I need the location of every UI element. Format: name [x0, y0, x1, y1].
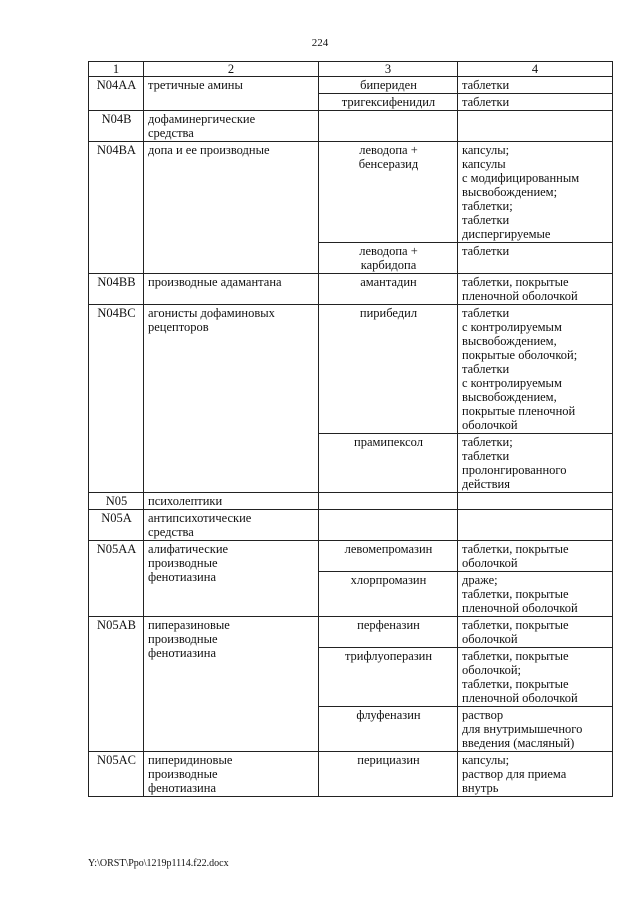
drug-name-cell: перфеназин: [319, 617, 458, 648]
drug-name-cell: хлорпромазин: [319, 572, 458, 617]
atc-code-cell: N04AA: [89, 77, 144, 111]
header-col-3: 3: [319, 62, 458, 77]
atc-group-cell: допа и ее производные: [144, 142, 319, 274]
atc-code-cell: N05AA: [89, 541, 144, 617]
dosage-form-cell: таблетки, покрытые оболочкой; таблетки, покрытые пленочной оболочкой: [458, 648, 613, 707]
atc-code-cell: N05: [89, 493, 144, 510]
atc-code-cell: N04BC: [89, 305, 144, 493]
drug-table: [88, 61, 613, 797]
drug-name-cell: левомепромазин: [319, 541, 458, 572]
drug-name-cell: [319, 111, 458, 142]
dosage-form-cell: [458, 493, 613, 510]
atc-group-cell: производные адамантана: [144, 274, 319, 305]
dosage-form-cell: таблетки: [458, 243, 613, 274]
header-col-2: 2: [144, 62, 319, 77]
dosage-form-cell: таблетки с контролируемым высвобождением, покрытые оболочкой; таблетки с контролируемым высвобождением, покрытые пленочной оболочкой: [458, 305, 613, 434]
drug-name-cell: амантадин: [319, 274, 458, 305]
atc-code-cell: N04B: [89, 111, 144, 142]
dosage-form-cell: драже; таблетки, покрытые пленочной оболочкой: [458, 572, 613, 617]
header-col-1: 1: [89, 62, 144, 77]
drug-name-cell: перициазин: [319, 752, 458, 797]
atc-code-cell: N05AB: [89, 617, 144, 752]
table-row: [89, 510, 613, 541]
atc-code-cell: N04BB: [89, 274, 144, 305]
atc-group-cell: антипсихотические средства: [144, 510, 319, 541]
drug-name-cell: [319, 493, 458, 510]
table-row: [89, 752, 613, 797]
table-row: [89, 617, 613, 648]
atc-group-cell: дофаминергические средства: [144, 111, 319, 142]
atc-group-cell: агонисты дофаминовых рецепторов: [144, 305, 319, 493]
drug-name-cell: [319, 510, 458, 541]
table-row: [89, 77, 613, 94]
header-col-4: 4: [458, 62, 613, 77]
atc-code-cell: N05A: [89, 510, 144, 541]
table-row: [89, 493, 613, 510]
dosage-form-cell: таблетки, покрытые оболочкой: [458, 617, 613, 648]
table-row: [89, 111, 613, 142]
atc-group-cell: пиперазиновые производные фенотиазина: [144, 617, 319, 752]
atc-code-cell: N04BA: [89, 142, 144, 274]
atc-group-cell: пиперидиновые производные фенотиазина: [144, 752, 319, 797]
atc-code-cell: N05AC: [89, 752, 144, 797]
header-row: [89, 62, 613, 77]
dosage-form-cell: [458, 111, 613, 142]
dosage-form-cell: таблетки; таблетки пролонгированного действия: [458, 434, 613, 493]
atc-group-cell: психолептики: [144, 493, 319, 510]
dosage-form-cell: таблетки: [458, 94, 613, 111]
drug-name-cell: пирибедил: [319, 305, 458, 434]
atc-group-cell: алифатические производные фенотиазина: [144, 541, 319, 617]
drug-name-cell: леводопа + бенсеразид: [319, 142, 458, 243]
dosage-form-cell: таблетки: [458, 77, 613, 94]
table-row: [89, 142, 613, 243]
drug-name-cell: трифлуоперазин: [319, 648, 458, 707]
dosage-form-cell: таблетки, покрытые пленочной оболочкой: [458, 274, 613, 305]
dosage-form-cell: капсулы; капсулы с модифицированным высвобождением; таблетки; таблетки диспергируемые: [458, 142, 613, 243]
table-row: [89, 305, 613, 434]
dosage-form-cell: [458, 510, 613, 541]
table-row: [89, 274, 613, 305]
footer-file-path: Y:\ORST\Ppo\1219p1114.f22.docx: [88, 858, 229, 869]
drug-name-cell: флуфеназин: [319, 707, 458, 752]
drug-name-cell: леводопа + карбидопа: [319, 243, 458, 274]
drug-name-cell: прамипексол: [319, 434, 458, 493]
table-row: [89, 541, 613, 572]
dosage-form-cell: капсулы; раствор для приема внутрь: [458, 752, 613, 797]
drug-name-cell: бипериден: [319, 77, 458, 94]
dosage-form-cell: раствор для внутримышечного введения (масляный): [458, 707, 613, 752]
dosage-form-cell: таблетки, покрытые оболочкой: [458, 541, 613, 572]
page-number: 224: [311, 37, 329, 49]
drug-name-cell: тригексифенидил: [319, 94, 458, 111]
atc-group-cell: третичные амины: [144, 77, 319, 111]
